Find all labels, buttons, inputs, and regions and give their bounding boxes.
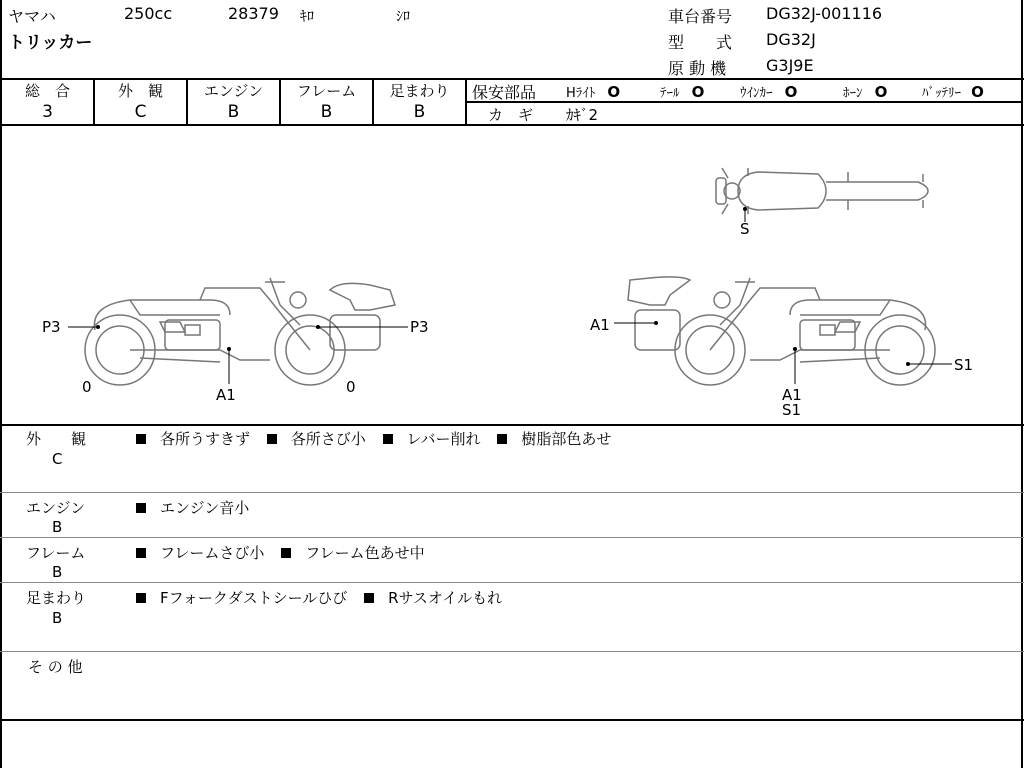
remark-divider-5 [0, 719, 1024, 721]
safety-item-label: ﾃｰﾙ [660, 86, 680, 101]
type-value: DG32J [766, 30, 816, 49]
grade-value-frame: B [320, 102, 333, 122]
safety-mark: O [691, 83, 705, 101]
leader-line-p3-right [314, 324, 414, 330]
motorcycle-left-side-diagram [70, 270, 410, 390]
remark-grade-exterior: C [52, 450, 63, 468]
remark-grade-suspension: B [52, 609, 63, 627]
label-s1-right-bottom: S1 [782, 401, 802, 419]
grade-value-engine: B [227, 102, 240, 122]
label-s-top: S [740, 220, 750, 238]
bullet-square-icon [136, 548, 146, 558]
label-a1-right-bottom: A1 [782, 386, 802, 404]
remark-label-suspension: 足まわり [26, 589, 87, 607]
grade-col-divider-5 [465, 78, 467, 126]
maker-name: ヤマハ [8, 7, 56, 26]
model-name: トリッカー [8, 33, 93, 53]
outer-right-border [1021, 0, 1023, 768]
remark-item: 各所うすきず [160, 430, 251, 448]
remark-label-exterior: 外 観 [26, 430, 87, 448]
safety-mark: O [607, 83, 621, 101]
remark-label-engine: エンジン [26, 499, 86, 517]
remark-label-other: そ の 他 [28, 658, 83, 676]
bullet-square-icon [281, 548, 291, 558]
bullet-square-icon [383, 434, 393, 444]
remark-item: 樹脂部色あせ [521, 430, 612, 448]
safety-label: 保安部品 [472, 83, 537, 102]
safety-item-label: ﾎｰﾝ [843, 86, 863, 101]
motorcycle-right-side-diagram [610, 270, 950, 390]
remark-grade-engine: B [52, 518, 63, 536]
safety-item-headlight [566, 82, 620, 101]
grade-value-exterior: C [134, 102, 147, 122]
bullet-square-icon [136, 434, 146, 444]
label-s1-right: S1 [954, 356, 974, 374]
remark-items-engine [136, 497, 261, 518]
label-tire-rear: 0 [82, 378, 92, 396]
safety-item-label: ｳｲﾝｶｰ [740, 86, 773, 101]
type-label: 型 式 [668, 33, 733, 52]
leader-line-a1-right-bottom [792, 346, 798, 386]
safety-item-winker [740, 82, 797, 101]
label-a1-left-bike: A1 [216, 386, 236, 404]
leader-line-a1-right-left [614, 320, 664, 326]
remark-items-suspension [136, 587, 514, 608]
label-p3-left: P3 [42, 318, 61, 336]
remark-divider-2 [0, 537, 1024, 538]
color-name: ｼﾛ [396, 9, 410, 25]
safety-item-battery [922, 82, 984, 101]
key-value: ｶｷﾞ2 [566, 106, 599, 124]
safety-item-tail [660, 82, 704, 101]
safety-item-label: ﾊﾞｯﾃﾘｰ [922, 86, 961, 101]
frame-no: DG32J-001116 [766, 4, 883, 23]
grade-header-exterior: 外 観 [117, 82, 163, 100]
bullet-square-icon [136, 593, 146, 603]
remark-items-frame [136, 542, 437, 563]
label-p3-right: P3 [410, 318, 429, 336]
safety-mark: O [971, 83, 984, 101]
remark-item: レバー削れ [406, 430, 481, 448]
remark-grade-frame: B [52, 563, 63, 581]
grade-table-mid [466, 101, 1022, 103]
key-label: カ ギ [488, 106, 534, 124]
bullet-square-icon [497, 434, 507, 444]
remark-divider-1 [0, 492, 1024, 493]
safety-item-label: Hﾗｲﾄ [566, 86, 596, 101]
remark-item: フレーム色あせ中 [305, 544, 425, 562]
leader-line-s1-right [904, 361, 954, 367]
grade-header-engine: エンジン [203, 82, 264, 100]
remark-item: フレームさび小 [160, 544, 265, 562]
safety-mark: O [874, 83, 888, 101]
remark-label-frame: フレーム [26, 544, 86, 562]
remark-item: 各所さび小 [290, 430, 366, 448]
remark-item: エンジン音小 [160, 499, 250, 517]
leader-line-a1-left-bike [226, 346, 232, 386]
bullet-square-icon [267, 434, 277, 444]
safety-item-horn [843, 82, 887, 101]
displacement: 250cc [124, 4, 173, 23]
engine-label: 原 動 機 [668, 59, 727, 78]
bullet-square-icon [136, 503, 146, 513]
grade-header-suspension: 足まわり [389, 82, 450, 100]
engine-value: G3J9E [766, 56, 814, 75]
remark-items-exterior [136, 428, 623, 449]
label-tire-front: 0 [346, 378, 356, 396]
mileage: 28379 [228, 4, 279, 23]
grade-header-overall: 総 合 [24, 82, 70, 100]
grade-header-frame: フレーム [296, 82, 357, 100]
bullet-square-icon [364, 593, 374, 603]
mileage-unit: ｷﾛ [300, 9, 314, 25]
remark-divider-3 [0, 582, 1024, 583]
diagram-bottom-border [0, 424, 1024, 426]
grade-value-suspension: B [413, 102, 426, 122]
remark-divider-4 [0, 651, 1024, 652]
frame-no-label: 車台番号 [668, 7, 733, 26]
grade-value-overall: 3 [42, 102, 53, 122]
remark-item: Rサスオイルもれ [388, 589, 503, 607]
safety-mark: O [784, 83, 798, 101]
leader-line-p3-left [68, 324, 108, 330]
remark-item: Fフォークダストシールひび [160, 589, 348, 607]
label-a1-right-left: A1 [590, 316, 610, 334]
